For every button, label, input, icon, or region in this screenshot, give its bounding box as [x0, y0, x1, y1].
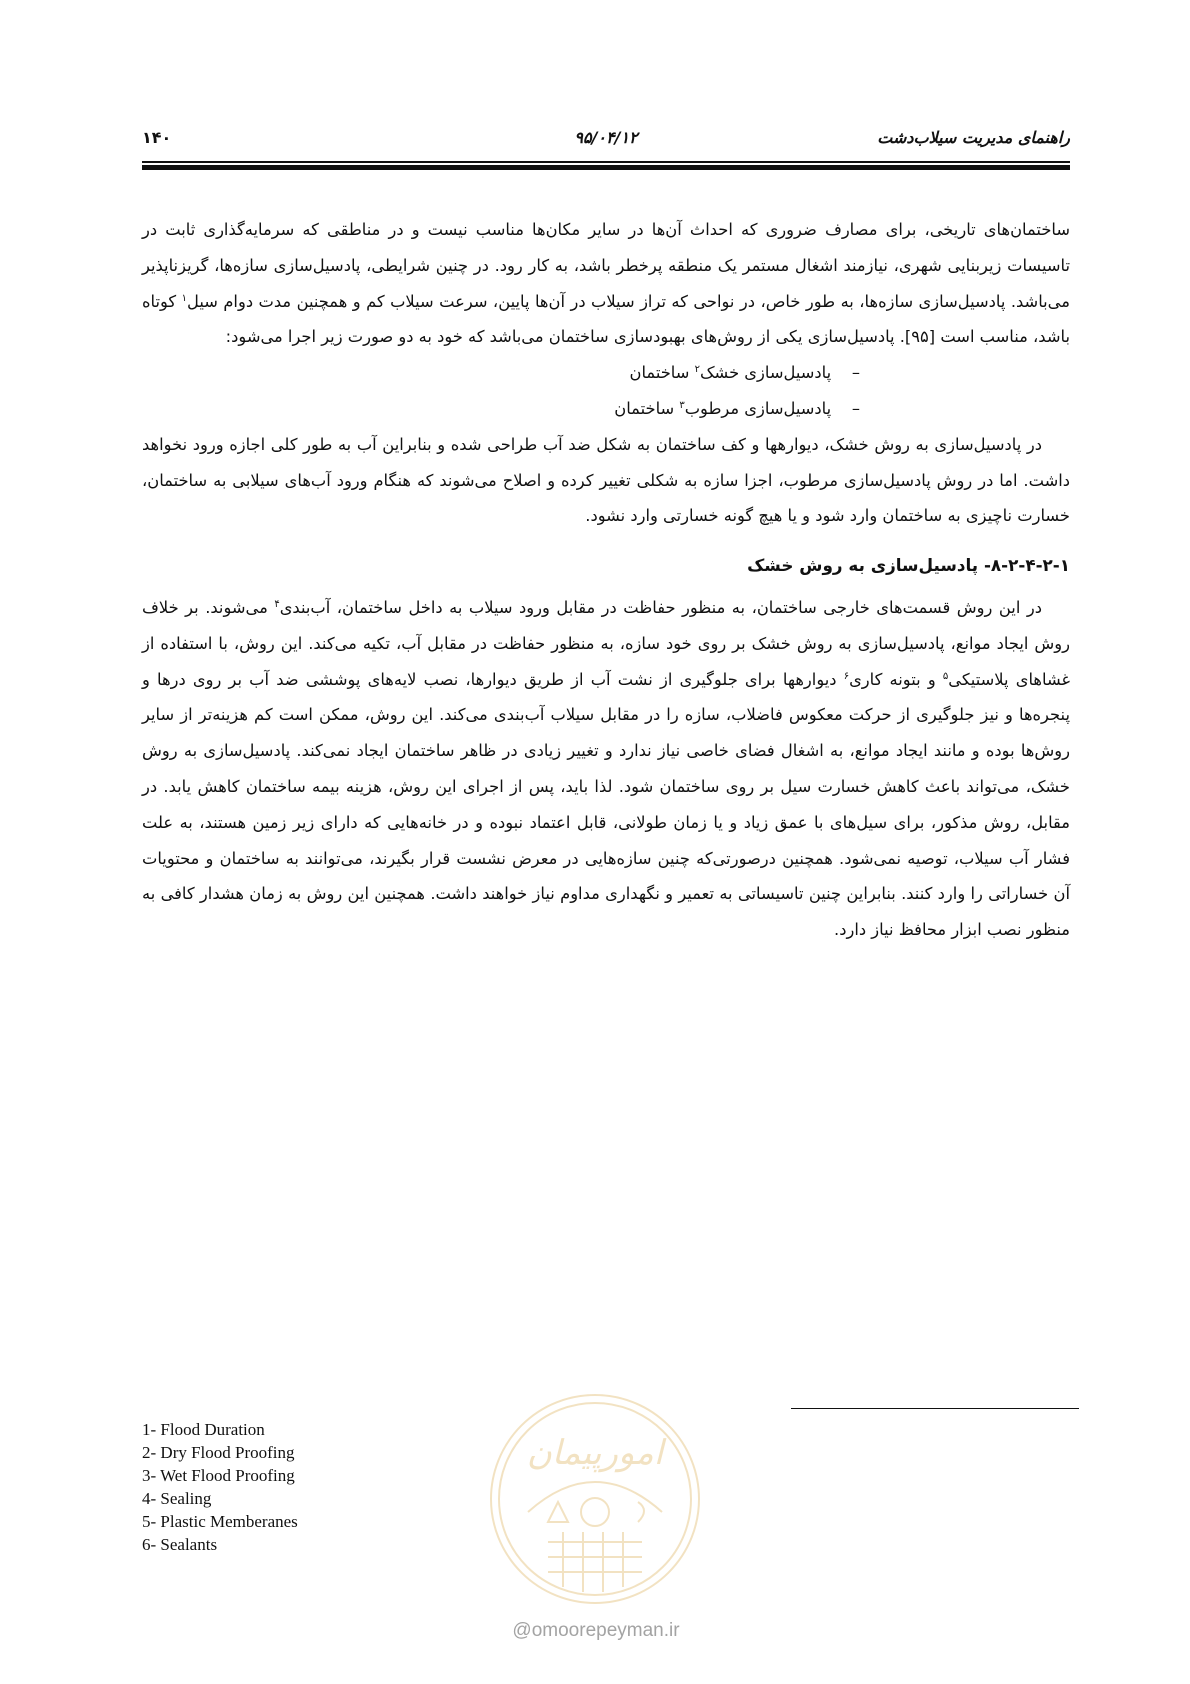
- footnote-ref-5: ۵: [942, 670, 949, 682]
- bullet-text-tail: ساختمان: [614, 398, 680, 418]
- footnote-ref-6: ۶: [843, 670, 850, 682]
- paragraph-dry-text-b: می‌شوند. بر خلاف روش ایجاد موانع، پادسیل‌سازی به روش خشک بر روی خود سازه، به منظور حفاظت در مقابل آب، تکیه می‌کند. این روش، با استفاده از غشاهای پلاستیکی: [142, 597, 1070, 689]
- paragraph-dry-method: [142, 590, 1070, 948]
- header-rule-thin: [142, 161, 1070, 163]
- watermark-url: @omoorepeyman.ir: [512, 1620, 680, 1641]
- footnotes: [142, 1418, 442, 1556]
- running-title: راهنمای مدیریت سیلاب‌دشت: [877, 128, 1070, 147]
- bullet-list: [142, 355, 1070, 427]
- footnote-separator: [791, 1408, 1079, 1409]
- paragraph-dry-text-a: در این روش قسمت‌های خارجی ساختمان، به منظور حفاظت در مقابل ورود سیلاب به داخل ساختمان، آب‌بندی: [279, 597, 1042, 617]
- bullet-text: پادسیل‌سازی مرطوب: [684, 398, 832, 418]
- page-number: ۱۴۰: [142, 128, 172, 147]
- header-date: ۹۵/۰۴/۱۲: [574, 128, 638, 147]
- footnote-ref-4: ۴: [274, 598, 280, 610]
- bullet-text: پادسیل‌سازی خشک: [699, 363, 832, 383]
- footnote-item: 1- Flood Duration: [142, 1420, 265, 1439]
- paragraph-intro-tail: کوتاه باشد، مناسب است [۹۵]. پادسیل‌سازی یکی از روش‌های بهبودسازی ساختمان می‌باشد که خود به دو صورت زیر اجرا می‌شود:: [142, 291, 1070, 347]
- footnote-item: 4- Sealing: [142, 1489, 212, 1508]
- footnote-item: 6- Sealants: [142, 1535, 218, 1554]
- page-header: [142, 128, 1070, 154]
- footnote-item: 2- Dry Flood Proofing: [142, 1443, 295, 1462]
- svg-text:امورپیمان: امورپیمان: [526, 1433, 664, 1473]
- footnote-item: 5- Plastic Memberanes: [142, 1512, 298, 1531]
- section-heading: ۸-۲-۴-۲-۱- پادسیل‌سازی به روش خشک: [747, 555, 1070, 576]
- paragraph-dry-wet: در پادسیل‌سازی به روش خشک، دیوارهها و کف ساختمان به شکل ضد آب طراحی شده و بنابراین آب به طور کلی اجازه ورود نخواهد داشت. اما در روش پادسیل‌سازی مرطوب، اجزا سازه به شکلی تغییر کرده و اصلاح می‌شوند که هنگام ورود آب‌های سیلابی به ساختمان، خسارت ناچیزی به ساختمان وارد شود و یا هیچ گونه خسارتی وارد نشود.: [142, 434, 1070, 526]
- bullet-text-tail: ساختمان: [629, 363, 695, 383]
- list-item: [142, 355, 1070, 391]
- footnote-ref-2: ۲: [694, 364, 700, 376]
- paragraph-intro-text: ساختمان‌های تاریخی، برای مصارف ضروری که احداث آن‌ها در سایر مکان‌ها مناسب نیست و در مناطقی که سرمایه‌گذاری ثابت در تاسیسات زیربنایی شهری، نیازمند اشغال مستمر یک منطقه پرخطر باشد، به کار رود. در چنین شرایطی، پادسیل‌سازی سازه‌ها، گریزناپذیر می‌باشد. پادسیل‌سازی سازه‌ها، به طور خاص، در نواحی که تراز سیلاب در آن‌ها پایین، سرعت سیلاب کم و همچنین مدت دوام سیل: [142, 220, 1070, 311]
- bullet-dash: –: [851, 398, 860, 418]
- footnote-ref-1: ۱: [181, 292, 188, 304]
- bullet-dash: –: [851, 363, 860, 383]
- paragraph-dry-text-c: و بتونه کاری: [849, 669, 943, 689]
- body-text: [142, 212, 1070, 948]
- header-rule-thick: [142, 165, 1070, 170]
- watermark-logo-icon: [488, 1392, 702, 1606]
- paragraph-intro: [142, 212, 1070, 355]
- footnote-item: 3- Wet Flood Proofing: [142, 1466, 295, 1485]
- list-item: [142, 391, 1070, 427]
- paragraph-dry-text-d: دیوارهها برای جلوگیری از نشت آب از طریق دیوارها، نصب لایه‌های پوششی ضد آب بر روی درها و پنجره‌ها و نیز جلوگیری از حرکت معکوس فاضلاب، سازه را در مقابل سیلاب آب‌بندی می‌کند. این روش، ممکن است کم هزینه‌تر از سایر روش‌ها بوده و مانند ایجاد موانع، به اشغال فضای خاصی نیاز ندارد و تغییر زیادی در ظاهر ساختمان ایجاد نمی‌کند. پادسیل‌سازی به روش خشک، می‌تواند باعث کاهش خسارت سیل بر روی ساختمان شود. لذا باید، پس از اجرای این روش، هزینه بیمه ساختمان کاهش یابد. در مقابل، روش مذکور، برای سیل‌های با عمق زیاد و یا زمان طولانی، قابل اعتماد نبوده و در خانه‌هایی که دارای زیر زمین هستند، به علت فشار آب سیلاب، توصیه نمی‌شود. همچنین درصورتی‌که چنین سازه‌هایی در معرض نشست قرار بگیرند، می‌توانند به ساختمان و محتویات آن خساراتی را وارد کنند. بنابراین چنین تاسیساتی به تعمیر و نگهداری مداوم نیاز خواهند داشت. همچنین این روش به زمان هشدار کافی به منظور نصب ابزار محافظ نیاز دارد.: [142, 669, 1070, 940]
- footnote-ref-3: ۳: [679, 399, 685, 411]
